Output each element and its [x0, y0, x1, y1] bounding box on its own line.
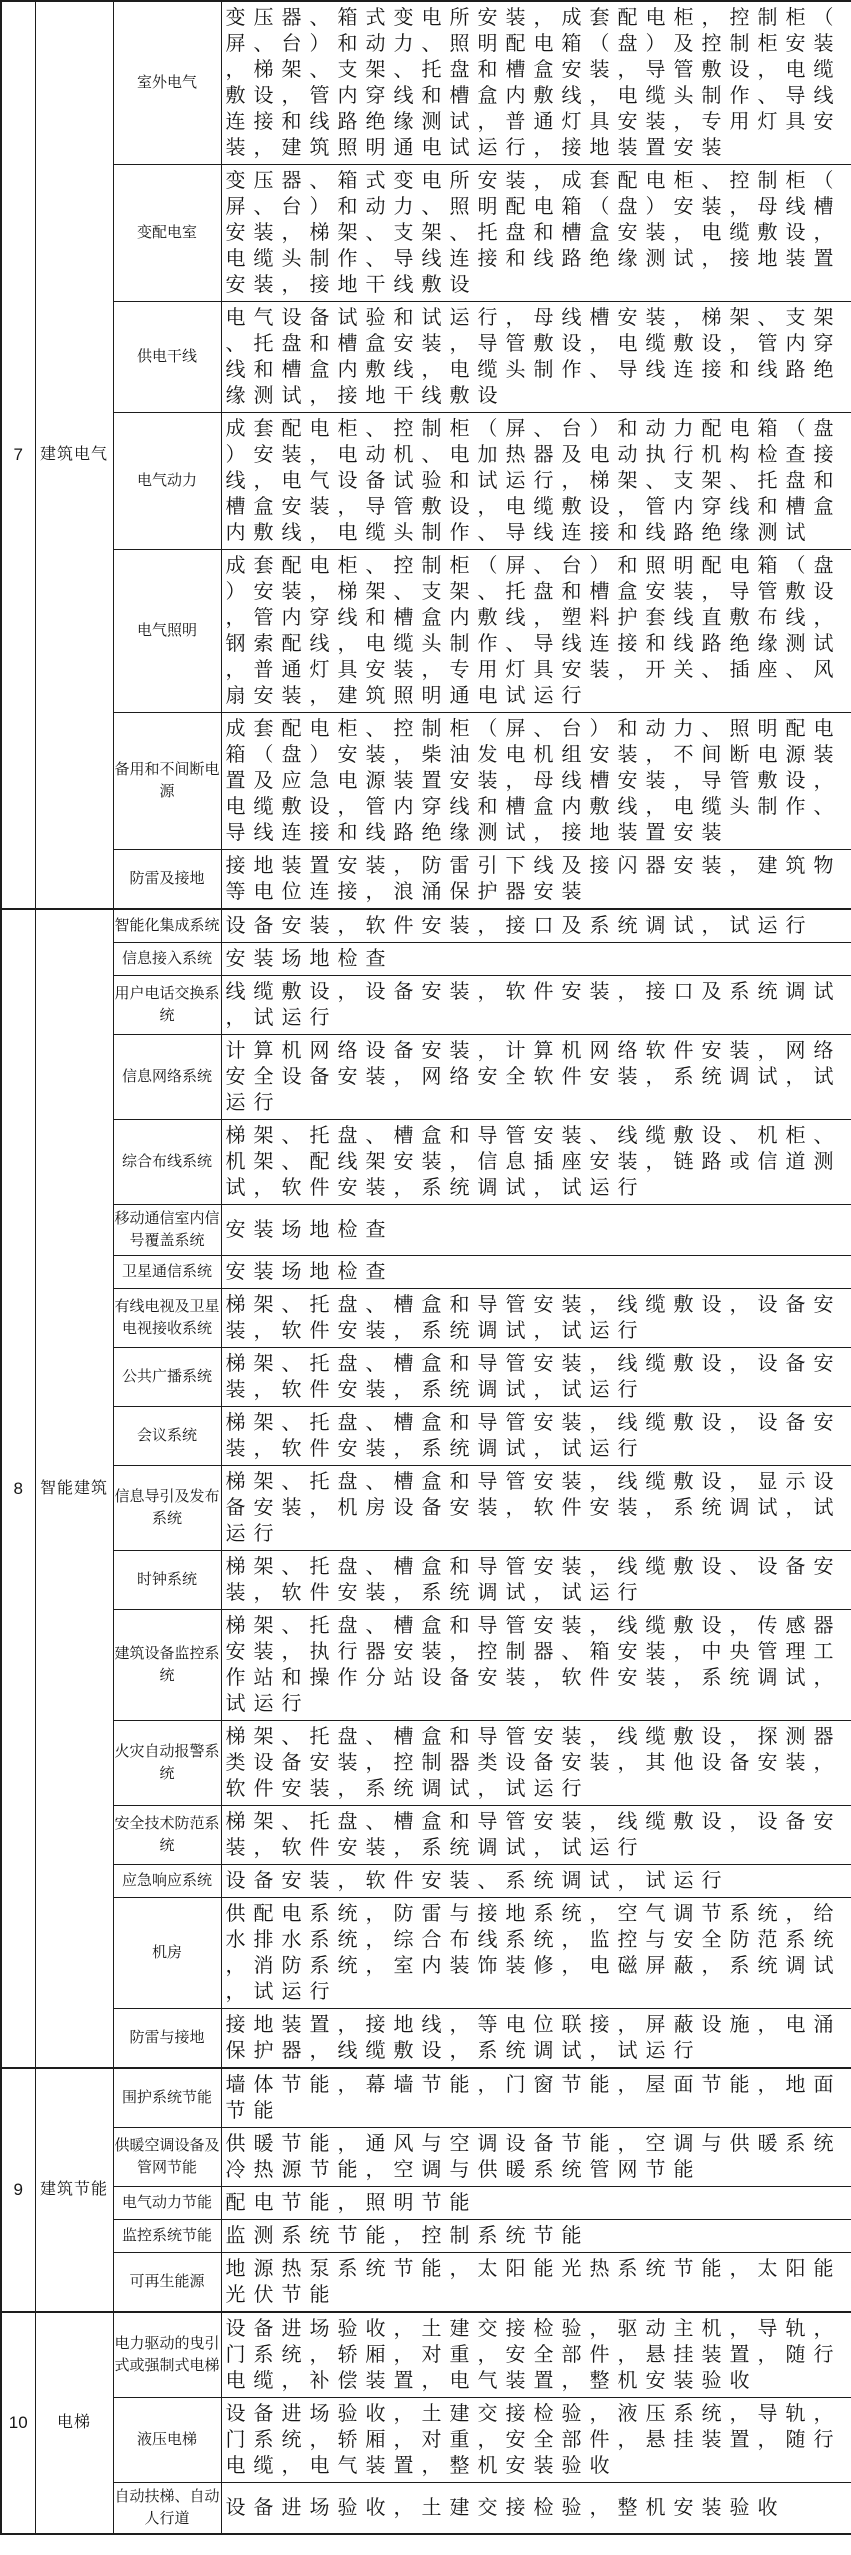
content-cell: 地源热泵系统节能，太阳能光热系统节能，太阳能光伏节能	[221, 2253, 851, 2313]
table-row	[1, 550, 851, 713]
table-row	[1, 413, 851, 550]
table-row	[1, 1407, 851, 1466]
subitem-cell: 变配电室	[113, 165, 221, 302]
subitem-cell: 移动通信室内信号覆盖系统	[113, 1205, 221, 1256]
seq-cell: 9	[1, 2068, 35, 2312]
content-cell: 线缆敷设，设备安装，软件安装，接口及系统调试，试运行	[221, 976, 851, 1035]
content-cell: 梯架、托盘、槽盒和导管安装、线缆敷设、机柜、机架、配线架安装，信息插座安装，链路或信道测试，软件安装，系统调试，试运行	[221, 1120, 851, 1205]
table-row	[1, 2398, 851, 2483]
subitem-cell: 火灾自动报警系统	[113, 1721, 221, 1806]
content-cell: 梯架、托盘、槽盒和导管安装，线缆敷设、设备安装，软件安装，系统调试，试运行	[221, 1551, 851, 1610]
category-cell: 智能建筑	[35, 909, 113, 2068]
subitem-cell: 液压电梯	[113, 2398, 221, 2483]
content-cell: 供暖节能，通风与空调设备节能，空调与供暖系统冷热源节能，空调与供暖系统管网节能	[221, 2128, 851, 2187]
subitem-cell: 供电干线	[113, 302, 221, 413]
table-row	[1, 1035, 851, 1120]
table-row	[1, 1289, 851, 1348]
content-cell: 变压器、箱式变电所安装，成套配电柜，控制柜（屏、台）和动力、照明配电箱（盘）及控制柜安装，梯架、支架、托盘和槽盒安装，导管敷设，电缆敷设，管内穿线和槽盒内敷线，电缆头制作、导线连接和线路绝缘测试，普通灯具安装，专用灯具安装，建筑照明通电试运行，接地装置安装	[221, 1, 851, 165]
subitem-cell: 有线电视及卫星电视接收系统	[113, 1289, 221, 1348]
table-row	[1, 1806, 851, 1865]
content-cell: 梯架、托盘、槽盒和导管安装，线缆敷设，设备安装，软件安装，系统调试，试运行	[221, 1806, 851, 1865]
subitem-cell: 安全技术防范系统	[113, 1806, 221, 1865]
content-cell: 成套配电柜、控制柜（屏、台）和动力、照明配电箱（盘）安装，柴油发电机组安装，不间断电源装置及应急电源装置安装，母线槽安装，导管敷设，电缆敷设，管内穿线和槽盒内敷线，电缆头制作、导线连接和线路绝缘测试，接地装置安装	[221, 713, 851, 850]
content-cell: 梯架、托盘、槽盒和导管安装，线缆敷设，设备安装，软件安装，系统调试，试运行	[221, 1407, 851, 1466]
subitem-cell: 可再生能源	[113, 2253, 221, 2313]
table-row	[1, 976, 851, 1035]
content-cell: 安装场地检查	[221, 1256, 851, 1289]
table-row	[1, 713, 851, 850]
subitem-cell: 公共广播系统	[113, 1348, 221, 1407]
subitem-cell: 信息接入系统	[113, 943, 221, 976]
category-cell: 电梯	[35, 2312, 113, 2534]
content-cell: 成套配电柜、控制柜（屏、台）和照明配电箱（盘）安装，梯架、支架、托盘和槽盒安装，导管敷设，管内穿线和槽盒内敷线，塑料护套线直敷布线，钢索配线，电缆头制作、导线连接和线路绝缘测试，普通灯具安装，专用灯具安装，开关、插座、风扇安装，建筑照明通电试运行	[221, 550, 851, 713]
content-cell: 计算机网络设备安装，计算机网络软件安装，网络安全设备安装，网络安全软件安装，系统调试，试运行	[221, 1035, 851, 1120]
seq-cell: 8	[1, 909, 35, 2068]
content-cell: 接地装置，接地线，等电位联接，屏蔽设施，电涌保护器，线缆敷设，系统调试，试运行	[221, 2009, 851, 2069]
category-cell: 建筑电气	[35, 1, 113, 909]
subitem-cell: 机房	[113, 1898, 221, 2009]
table-row	[1, 1865, 851, 1898]
table-row	[1, 1466, 851, 1551]
subitem-cell: 会议系统	[113, 1407, 221, 1466]
table-row	[1, 2220, 851, 2253]
table-row	[1, 2483, 851, 2535]
subitem-cell: 供暖空调设备及管网节能	[113, 2128, 221, 2187]
table-row	[1, 850, 851, 910]
subitem-cell: 室外电气	[113, 1, 221, 165]
subitem-cell: 用户电话交换系统	[113, 976, 221, 1035]
subitem-cell: 围护系统节能	[113, 2068, 221, 2128]
seq-cell: 7	[1, 1, 35, 909]
category-cell: 建筑节能	[35, 2068, 113, 2312]
subitem-cell: 防雷及接地	[113, 850, 221, 910]
subitem-cell: 卫星通信系统	[113, 1256, 221, 1289]
subitem-cell: 备用和不间断电源	[113, 713, 221, 850]
table-row	[1, 2187, 851, 2220]
content-cell: 设备进场验收，土建交接检验，液压系统，导轨，门系统，轿厢，对重，安全部件，悬挂装置，随行电缆，电气装置，整机安装验收	[221, 2398, 851, 2483]
table-row	[1, 1205, 851, 1256]
content-cell: 梯架、托盘、槽盒和导管安装，线缆敷设，设备安装，软件安装，系统调试，试运行	[221, 1289, 851, 1348]
subitem-cell: 防雷与接地	[113, 2009, 221, 2069]
subitem-cell: 自动扶梯、自动人行道	[113, 2483, 221, 2535]
table-row	[1, 1898, 851, 2009]
acceptance-table-body	[1, 1, 851, 2534]
subitem-cell: 综合布线系统	[113, 1120, 221, 1205]
subitem-cell: 信息导引及发布系统	[113, 1466, 221, 1551]
subitem-cell: 电气动力节能	[113, 2187, 221, 2220]
content-cell: 接地装置安装，防雷引下线及接闪器安装，建筑物等电位连接，浪涌保护器安装	[221, 850, 851, 910]
table-row	[1, 302, 851, 413]
subitem-cell: 电气照明	[113, 550, 221, 713]
table-row	[1, 2128, 851, 2187]
content-cell: 安装场地检查	[221, 1205, 851, 1256]
content-cell: 梯架、托盘、槽盒和导管安装，线缆敷设，探测器类设备安装，控制器类设备安装，其他设备安装，软件安装，系统调试，试运行	[221, 1721, 851, 1806]
subitem-cell: 应急响应系统	[113, 1865, 221, 1898]
subitem-cell: 监控系统节能	[113, 2220, 221, 2253]
table-row	[1, 943, 851, 976]
content-cell: 设备安装，软件安装、系统调试，试运行	[221, 1865, 851, 1898]
content-cell: 梯架、托盘、槽盒和导管安装，线缆敷设，设备安装，软件安装，系统调试，试运行	[221, 1348, 851, 1407]
content-cell: 电气设备试验和试运行，母线槽安装，梯架、支架、托盘和槽盒安装，导管敷设，电缆敷设，管内穿线和槽盒内敷线，电缆头制作、导线连接和线路绝缘测试，接地干线敷设	[221, 302, 851, 413]
content-cell: 设备进场验收，土建交接检验，整机安装验收	[221, 2483, 851, 2535]
table-row	[1, 1120, 851, 1205]
content-cell: 安装场地检查	[221, 943, 851, 976]
table-row	[1, 1721, 851, 1806]
table-row	[1, 2253, 851, 2313]
subitem-cell: 智能化集成系统	[113, 909, 221, 943]
subitem-cell: 电力驱动的曳引式或强制式电梯	[113, 2312, 221, 2398]
seq-cell: 10	[1, 2312, 35, 2534]
content-cell: 梯架、托盘、槽盒和导管安装，线缆敷设，显示设备安装，机房设备安装，软件安装，系统调试，试运行	[221, 1466, 851, 1551]
table-row	[1, 1348, 851, 1407]
content-cell: 配电节能，照明节能	[221, 2187, 851, 2220]
table-row	[1, 1610, 851, 1721]
table-row	[1, 1551, 851, 1610]
subitem-cell: 电气动力	[113, 413, 221, 550]
table-row	[1, 909, 851, 943]
content-cell: 变压器、箱式变电所安装，成套配电柜、控制柜（屏、台）和动力、照明配电箱（盘）安装，母线槽安装，梯架、支架、托盘和槽盒安装，电缆敷设，电缆头制作、导线连接和线路绝缘测试，接地装置安装，接地干线敷设	[221, 165, 851, 302]
table-row	[1, 165, 851, 302]
table-row	[1, 2009, 851, 2069]
table-row	[1, 1256, 851, 1289]
table-row	[1, 2068, 851, 2128]
table-row	[1, 1, 851, 165]
content-cell: 设备安装，软件安装，接口及系统调试，试运行	[221, 909, 851, 943]
subitem-cell: 时钟系统	[113, 1551, 221, 1610]
content-cell: 墙体节能，幕墙节能，门窗节能，屋面节能，地面节能	[221, 2068, 851, 2128]
content-cell: 供配电系统，防雷与接地系统，空气调节系统，给水排水系统，综合布线系统，监控与安全防范系统，消防系统，室内装饰装修，电磁屏蔽，系统调试，试运行	[221, 1898, 851, 2009]
content-cell: 设备进场验收，土建交接检验，驱动主机，导轨，门系统，轿厢，对重，安全部件，悬挂装置，随行电缆，补偿装置，电气装置，整机安装验收	[221, 2312, 851, 2398]
table-row	[1, 2312, 851, 2398]
content-cell: 成套配电柜、控制柜（屏、台）和动力配电箱（盘）安装，电动机、电加热器及电动执行机构检查接线，电气设备试验和试运行，梯架、支架、托盘和槽盒安装，导管敷设，电缆敷设，管内穿线和槽盒内敷线，电缆头制作、导线连接和线路绝缘测试	[221, 413, 851, 550]
subitem-cell: 信息网络系统	[113, 1035, 221, 1120]
content-cell: 梯架、托盘、槽盒和导管安装，线缆敷设，传感器安装，执行器安装，控制器、箱安装，中央管理工作站和操作分站设备安装，软件安装，系统调试，试运行	[221, 1610, 851, 1721]
subitem-cell: 建筑设备监控系统	[113, 1610, 221, 1721]
content-cell: 监测系统节能，控制系统节能	[221, 2220, 851, 2253]
